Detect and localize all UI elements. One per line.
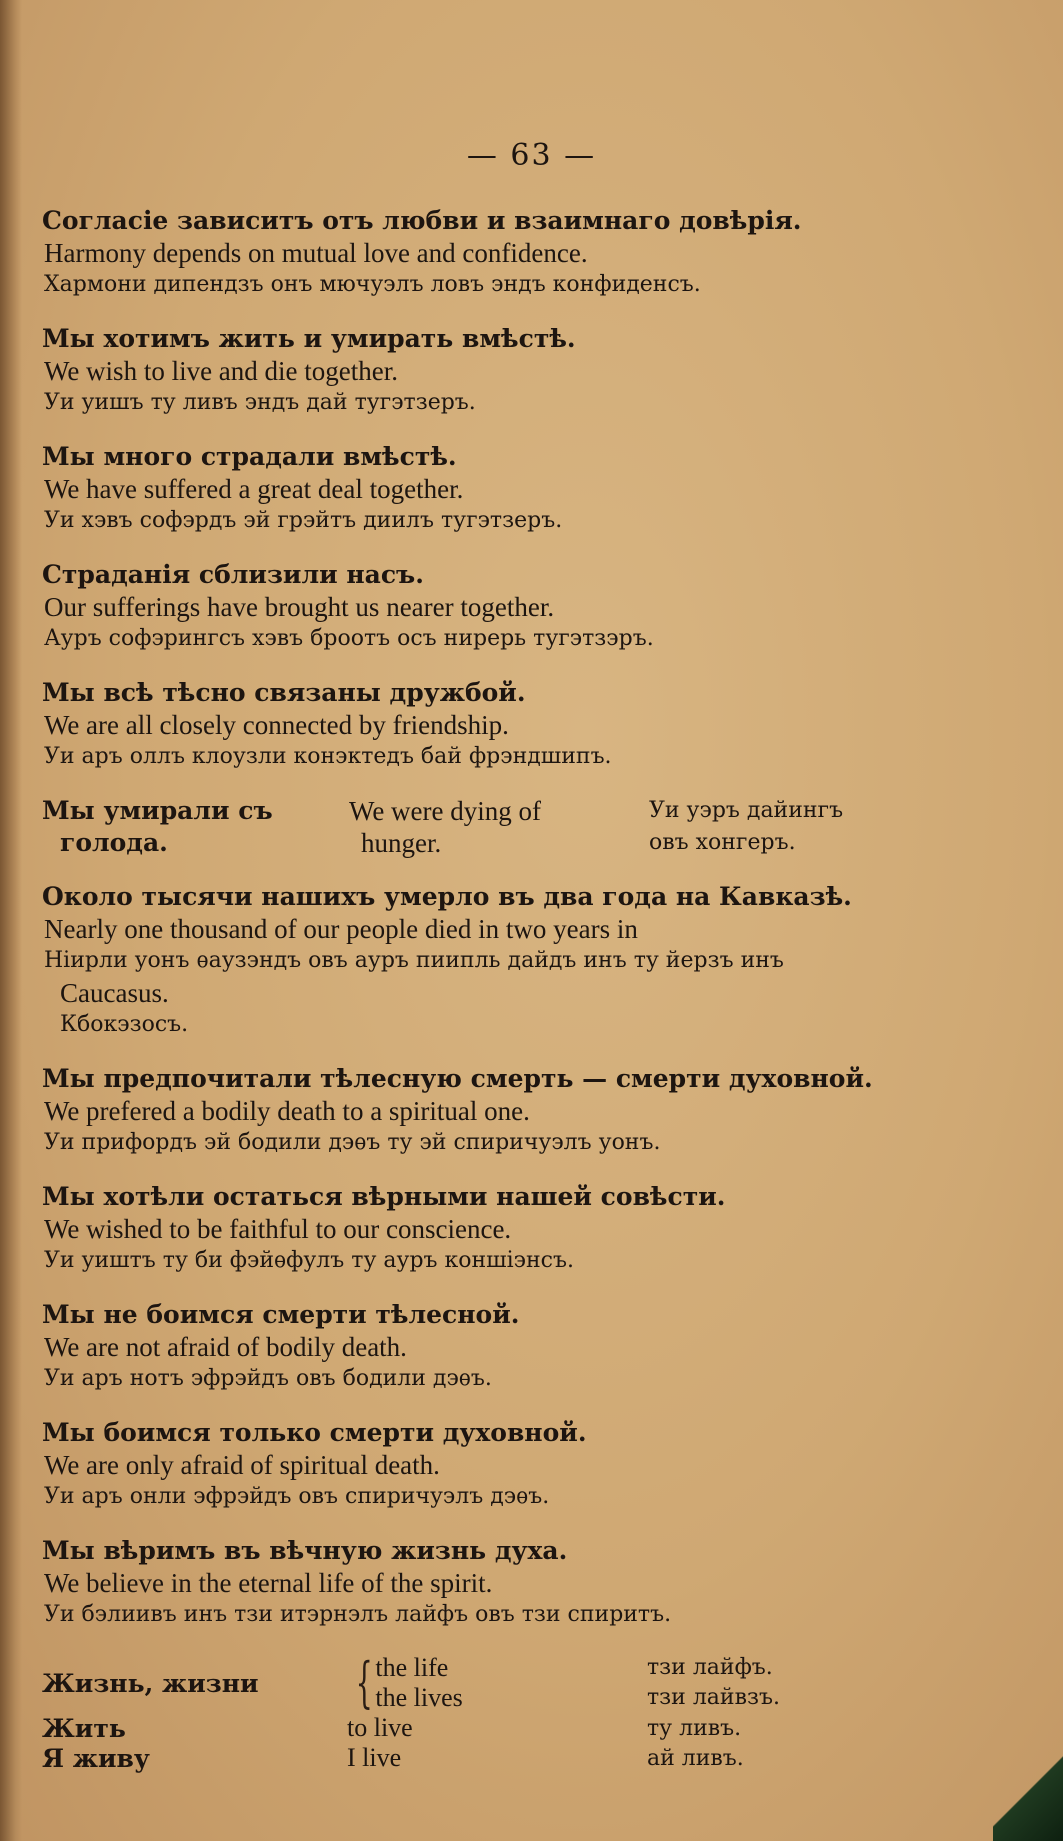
phrase-entry [42, 205, 1002, 301]
phrase-entry [42, 1417, 1002, 1513]
english-phrase: We are not afraid of bodily death. [44, 1332, 407, 1362]
vocab-pronunciation: тзи лайфъ. [647, 1655, 773, 1680]
vocab-english: the life [375, 1653, 449, 1682]
brace-icon: { [355, 1651, 373, 1714]
vocab-entry [42, 1653, 1002, 1713]
phrase-entry [42, 559, 1002, 655]
english-phrase: We are only afraid of spiritual death. [44, 1450, 440, 1480]
phrase-entry [42, 881, 1002, 1041]
russian-phrase: Мы хотѣли остаться вѣрными нашей совѣсти. [42, 1182, 726, 1211]
vocab-russian: Я живу [42, 1743, 150, 1773]
pronunciation: Уи хэвъ софэрдъ эй грэйтъ диилъ тугэтзеръ. [44, 508, 563, 533]
phrase-entry [42, 1299, 1002, 1395]
vocab-pronunciation: ту ливъ. [647, 1715, 742, 1741]
pronunciation: Уи уэръ дайингъ [649, 798, 844, 823]
pronunciation: Хармони дипендзъ онъ мючуэлъ ловъ эндъ конфиденсъ. [44, 272, 701, 297]
pronunciation: Уи уишъ ту ливъ эндъ дай тугэтзеръ. [44, 390, 476, 415]
english-phrase: We wished to be faithful to our conscience. [44, 1214, 512, 1244]
pronunciation: Уи аръ онли эфрэйдъ овъ спиричуэлъ дэѳъ. [44, 1484, 550, 1509]
russian-phrase: Страданія сблизили насъ. [42, 560, 424, 589]
russian-phrase: Мы вѣримъ въ вѣчную жизнь духа. [42, 1536, 568, 1565]
english-phrase-cont: hunger. [361, 828, 442, 858]
pronunciation: Уи прифордъ эй бодили дэѳъ ту эй спиричуэлъ уонъ. [44, 1130, 661, 1155]
pronunciation-column [647, 795, 947, 859]
phrase-entry [42, 1181, 1002, 1277]
vocab-english: I live [347, 1743, 402, 1772]
russian-phrase: Согласіе зависитъ отъ любви и взаимнаго довѣрія. [42, 206, 802, 235]
english-phrase: We were dying of [349, 796, 542, 826]
phrase-entry [42, 677, 1002, 773]
russian-phrase: Мы много страдали вмѣстѣ. [42, 442, 457, 471]
russian-phrase: Мы хотимъ жить и умирать вмѣстѣ. [42, 324, 576, 353]
russian-phrase: Около тысячи нашихъ умерло въ два года на Кавказѣ. [42, 882, 852, 911]
phrase-entry [42, 1063, 1002, 1159]
english-column [347, 795, 647, 859]
page-spine-shadow [0, 0, 22, 1841]
english-phrase: We believe in the eternal life of the spirit. [44, 1568, 493, 1598]
vocabulary-list [42, 1653, 1002, 1773]
english-phrase: We are all closely connected by friendship. [44, 710, 509, 740]
pronunciation: Уи уиштъ ту би фэйѳфулъ ту ауръ коншіэнсъ. [44, 1248, 574, 1273]
russian-phrase: Мы умирали съ [42, 796, 273, 825]
vocab-russian: Жизнь, жизни [42, 1668, 259, 1698]
vocab-entry [42, 1743, 1002, 1773]
pronunciation: Уи бэлиивъ инъ тзи итэрнэлъ лайфъ овъ тзи спиритъ. [44, 1602, 672, 1627]
vocab-entry [42, 1713, 1002, 1743]
english-phrase: Harmony depends on mutual love and confidence. [44, 238, 588, 268]
russian-phrase: Мы всѣ тѣсно связаны дружбой. [42, 678, 526, 707]
russian-phrase-cont: голода. [60, 828, 168, 857]
pronunciation-cont: овъ хонгеръ. [649, 830, 796, 855]
pronunciation: Уи аръ нотъ эфрэйдъ овъ бодили дэѳъ. [44, 1366, 492, 1391]
russian-phrase: Мы предпочитали тѣлесную смерть — смерти духовной. [42, 1064, 873, 1093]
english-phrase: We wish to live and die together. [44, 356, 398, 386]
page-content [42, 205, 1002, 1773]
vocab-english: to live [347, 1713, 413, 1742]
pronunciation: Ауръ софэрингсъ хэвъ броотъ осъ нирерь тугэтзэръ. [44, 626, 654, 651]
english-phrase: We prefered a bodily death to a spiritual one. [44, 1096, 530, 1126]
page-number: — 63 — [466, 138, 597, 173]
pronunciation: Уи аръ оллъ клоузли конэктедъ бай фрэндшипъ. [44, 744, 612, 769]
phrase-entry-columns [42, 795, 1002, 859]
vocab-english-group [347, 1653, 647, 1713]
english-phrase: We have suffered a great deal together. [44, 474, 464, 504]
vocab-english-stack [375, 1653, 462, 1713]
pronunciation: Ніирли уонъ ѳаузэндъ овъ ауръ пиипль дайдъ инъ ту йерзъ инъ [44, 948, 784, 973]
phrase-entry [42, 441, 1002, 537]
russian-column [42, 795, 347, 859]
russian-phrase: Мы не боимся смерти тѣлесной. [42, 1300, 520, 1329]
vocab-english: the lives [375, 1683, 463, 1712]
english-phrase: Our sufferings have brought us nearer together. [44, 592, 555, 622]
page-corner-shadow [993, 1721, 1063, 1841]
english-phrase-cont: Caucasus. [60, 978, 169, 1008]
phrase-entry [42, 323, 1002, 419]
vocab-russian: Жить [42, 1713, 126, 1743]
russian-phrase: Мы боимся только смерти духовной. [42, 1418, 587, 1447]
vocab-pronunciation: ай ливъ. [647, 1745, 744, 1771]
pronunciation-cont: Кбокэзосъ. [60, 1012, 189, 1037]
phrase-entry [42, 1535, 1002, 1631]
english-phrase: Nearly one thousand of our people died in two years in [44, 914, 638, 944]
vocab-pronunciation: тзи лайвзъ. [647, 1685, 780, 1710]
vocab-pronunciation-stack [647, 1653, 947, 1713]
